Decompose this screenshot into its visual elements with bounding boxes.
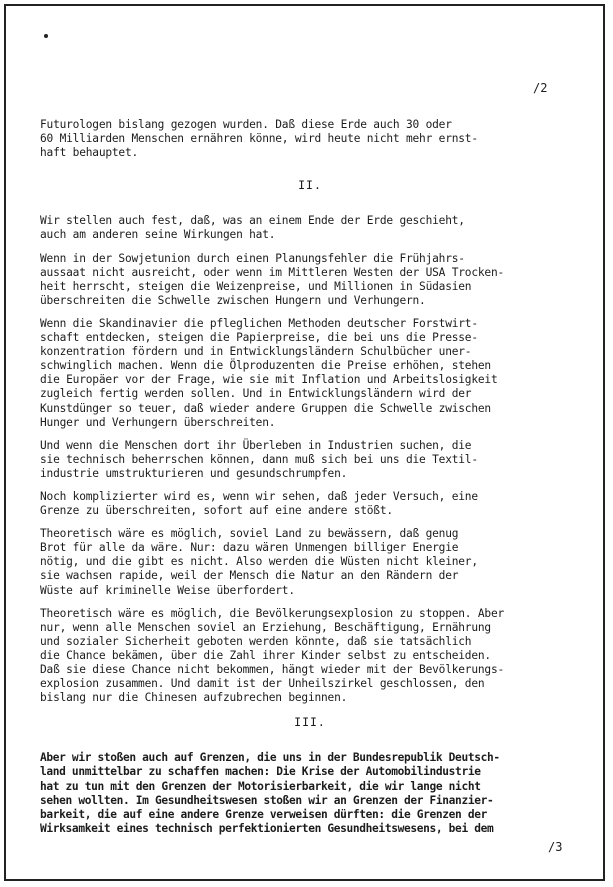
paragraph: Theoretisch wäre es möglich, soviel Land zu bewässern, daß genug Brot für alle da wäre. Nur: dazu wären Unmengen billiger Energie nötig, und die gibt es nicht. Also werden die Wüsten nicht kleiner, sie wachsen rapide, weil der Mensch die Natur an den Rändern der Wüste auf kriminelle Weise überfordert. bbox=[40, 527, 478, 597]
paragraph: Theoretisch wäre es möglich, die Bevölkerungsexplosion zu stoppen. Aber nur, wenn alle Menschen soviel an Erziehung, Beschäftigung, Ernährung und sozialer Sicherheit geboten werden könnte, daß sie tatsächlich die Chance bekämen, über die Zahl ihrer Kinder selbst zu entscheiden. Daß sie diese Chance nicht bekommen, hängt wieder mit der Bevölkerungs- explosion zusammen. Und damit ist der Unheilszirkel geschlossen, den bislang nur die Chinesen aufzubrechen beginnen. bbox=[40, 606, 505, 705]
section-heading-ii: II. bbox=[298, 178, 322, 193]
page-number-top: /2 bbox=[533, 81, 548, 95]
scan-speck bbox=[44, 34, 48, 38]
document-body bbox=[40, 118, 580, 845]
section-heading-iii: III. bbox=[294, 715, 326, 730]
paragraph: Wenn in der Sowjetunion durch einen Planungsfehler die Frühjahrs- aussaat nicht ausreicht, oder wenn im Mittleren Westen der USA Trocken- heit herrscht, steigen die Weizenpreise, und Millionen in Südasien überschreiten die Schwelle zwischen Hungern und Verhungern. bbox=[40, 251, 505, 307]
paragraph: Wir stellen auch fest, daß, was an einem Ende der Erde geschieht, auch am anderen seine Wirkungen hat. bbox=[40, 214, 465, 242]
paragraph: Aber wir stoßen auch auf Grenzen, die uns in der Bundesrepublik Deutsch- land unmittelbar zu schaffen machen: Die Krise der Automobilindustrie hat zu tun mit den Grenzen der Motorisierbarkeit, die wir lange nicht sehen wollten. Im Gesundheitswesen stoßen wir an Grenzen der Finanzier- barkeit, die auf eine andere Grenze verweisen dürften: die Grenzen der Wirksamkeit eines technisch perfektionierten Gesundheitswesens, bei dem bbox=[40, 751, 500, 835]
paragraph: Noch komplizierter wird es, wenn wir sehen, daß jeder Versuch, eine Grenze zu überschreiten, sofort auf eine andere stößt. bbox=[40, 489, 478, 518]
paragraph: Und wenn die Menschen dort ihr Überleben in Industrien suchen, die sie technisch beherrschen können, dann muß sich bei uns die Textil- industrie umstrukturieren und gesundschrumpfen. bbox=[40, 438, 478, 480]
paragraph: Wenn die Skandinavier die pfleglichen Methoden deutscher Forstwirt- schaft entdecken, steigen die Papierpreise, die bei uns die Presse- konzentration fördern und in Entwicklungsländern Schulbücher uner- schwinglich machen. Wenn die Ölproduzenten die Preise erhöhen, stehen die Europäer vor der Frage, wie sie mit Inflation und Arbeitslosigkeit zugleich fertig werden sollen. Und in Entwicklungsländern wird der Kunstdünger so teuer, daß wieder andere Gruppen die Schwelle zwischen Hunger und Verhungern überschreiten. bbox=[40, 316, 498, 429]
page-number-bottom: /3 bbox=[548, 840, 563, 854]
paragraph-intro: Futurologen bislang gezogen wurden. Daß diese Erde auch 30 oder 60 Milliarden Menschen ernähren könne, wird heute nicht mehr ernst- haft behauptet. bbox=[40, 118, 478, 160]
